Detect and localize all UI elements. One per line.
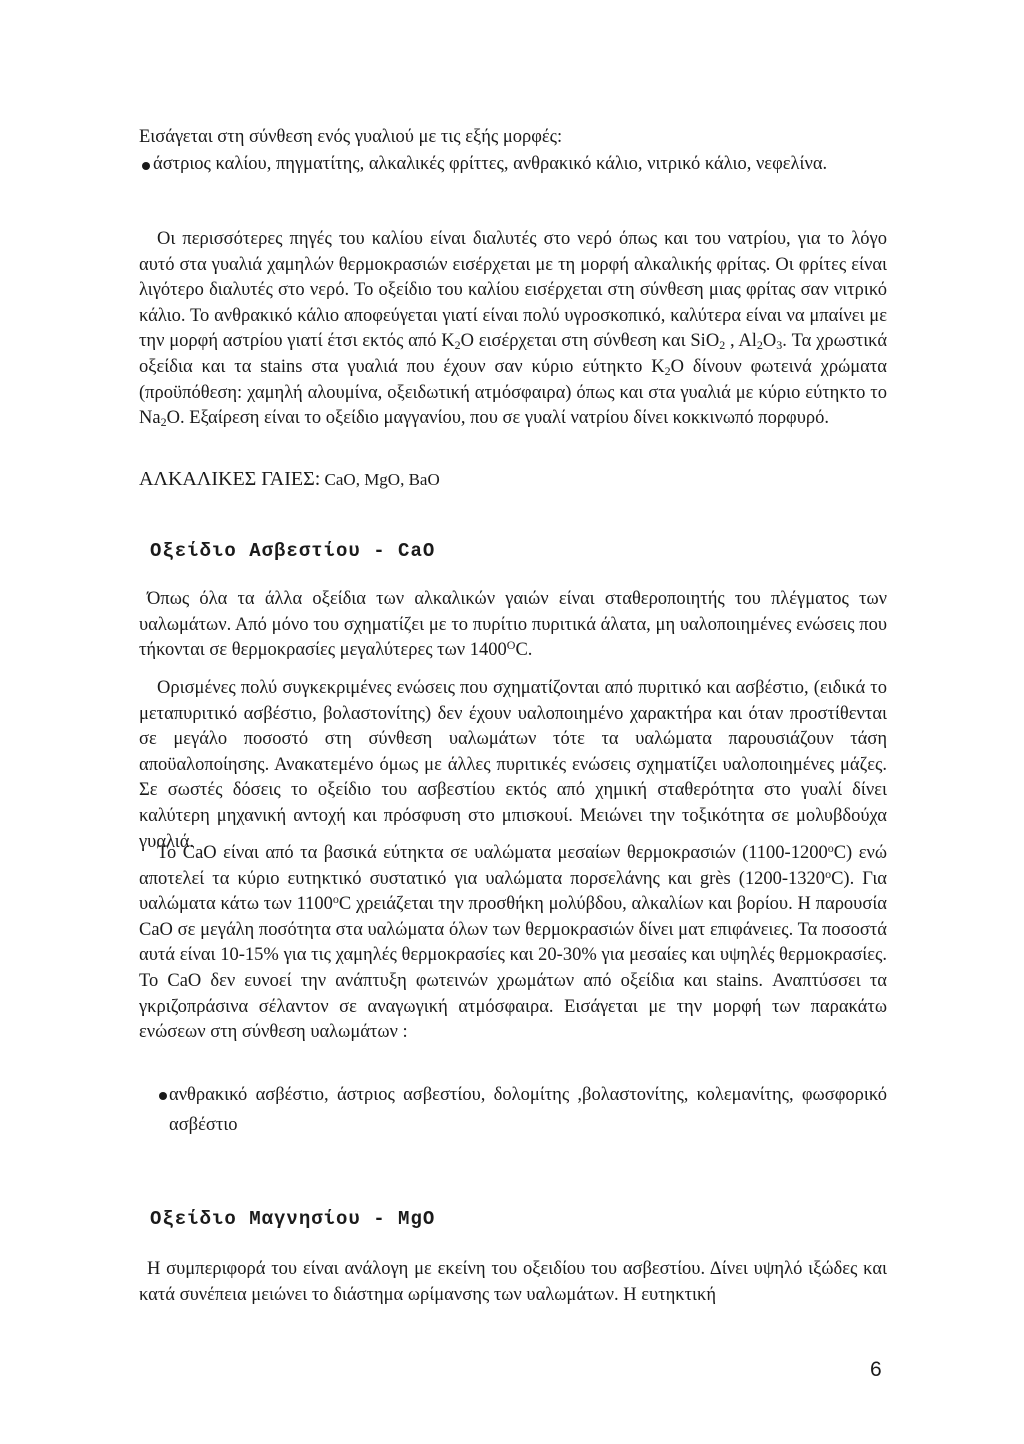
cao-paragraph-1 [139, 587, 887, 664]
mgo-text: Η συμπεριφορά του είναι ανάλογη με εκείνη του οξειδίου του ασβεστίου. Δίνει υψηλό ιξώδες και κατά συνέπεια μειώνει το διάστημα ωρίμανσης των υαλωμάτων. Η ευτηκτική [139, 1259, 887, 1305]
cao-paragraph-2: Ορισμένες πολύ συγκεκριμένες ενώσεις που σχηματίζονται από πυριτικό και ασβέστιο, (ειδικά το μεταπυριτικό ασβέστιο, βολαστονίτης) δεν έχουν υαλοποιημένο χαρακτήρα και όταν προστίθενται σε μεγάλο ποσοστό στη σύνθεση υαλωμάτων τότε τα υαλώματα παρουσιάζουν τάση αποϋαλοποίησης. Ανακατεμένο όμως με άλλες πυριτικές ενώσεις σχηματίζει υαλοποιημένες μάζες. Σε σωστές δόσεις το οξείδιο του ασβεστίου εκτός από χημική σταθερότητα στο γυαλί δίνει καλύτερη μηχανική αντοχή και πρόσφυση στο μπισκουί. Μειώνει την τοξικότητα σε μολυβδούχα γυαλιά. [139, 678, 887, 852]
bullet-icon [142, 162, 150, 170]
cao-paragraph-3 [139, 841, 887, 1046]
cao-p3-text-d: C χρειάζεται την προσθήκη μολύβδου, αλκαλίων και βορίου. Η παρουσία CaO σε μεγάλη ποσότητα στα υαλώματα όλων των θερμοκρασιών δίνει ματ επιφάνειες. Τα ποσοστά αυτά είναι 10-15% για τις χαμηλές θερμοκρασίες και 20-30% για μεσαίες και υψηλές θερμοκρασίες. Το CaO δεν ευνοεί την ανάπτυξη φωτεινών χρωμάτων από οξείδια και stains. Αναπτύσσει τα γκριζοπράσινα σέλαντον σε αναγωγική ατμόσφαιρα. Εισάγεται με την μορφή των παρακάτω ενώσεων στη σύνθεση υαλωμάτων : [139, 894, 887, 1043]
cao-p3-text-b: C) ενώ αποτελεί τα κύριο ευτηκτικό συστατικό για υαλώματα πορσελάνης και grès (1200-1320 [139, 843, 888, 889]
potassium-text-3: , Al [725, 331, 757, 352]
potassium-text-5: O δίνουν φωτεινά χρώματα (προϋπόθεση: χαμηλή αλουμίνα, οξειδωτική ατμόσφαιρα) όπως και στα γυαλιά με κύριο εύτηκτο το Na [139, 356, 887, 429]
cao-p3-text-a: Το CaO είναι από τα βασικά εύτηκτα σε υαλώματα μεσαίων θερμοκρασιών (1100-1200 [157, 843, 828, 863]
mgo-heading: Οξείδιο Μαγνησίου - MgO [150, 1208, 436, 1230]
potassium-text-1: Οι περισσότερες πηγές του καλίου είναι διαλυτές στο νερό όπως και του νατρίου, για το λόγο αυτό στα γυαλιά χαμηλών θερμοκρασιών εισέρχεται με τη μορφή αλκαλικής φρίτας. Οι φρίτες είναι λιγότερο διαλυτές στο νερό. Το οξείδιο του καλίου εισέρχεται στη σύνθεση μιας φρίτας σαν νιτρικό κάλιο. Το ανθρακικό κάλιο αποφεύγεται γιατί είναι πολύ υγροσκοπικό, καλύτερα είναι να μπαίνει με την μορφή αστρίου γιατί έτσι εκτός από K [139, 229, 887, 352]
cao-bullet-text: ανθρακικό ασβέστιο, άστριος ασβεστίου, δολομίτης ,βολαστονίτης, κολεμανίτης, φωσφορικό ασβέστιο [169, 1085, 887, 1135]
degree-sup: o [825, 866, 832, 881]
cao-p3-text-c: C). Για υαλώματα κάτω των 1100 [139, 868, 887, 915]
cao-p1-end: C. [515, 640, 533, 661]
alkaline-heading-main: ΑΛΚΑΛΙΚΕΣ ΓΑΙΕΣ: [139, 468, 321, 490]
intro-bullet-text: άστριος καλίου, πηγματίτης, αλκαλικές φρίττες, ανθρακικό κάλιο, νιτρικό κάλιο, νεφελίνα. [153, 154, 828, 174]
sub-2: 2 [160, 415, 167, 430]
bullet-icon [159, 1092, 167, 1100]
cao-p1-text: Όπως όλα τα άλλα οξείδια των αλκαλικών γαιών είναι σταθεροποιητής του πλέγματος των υαλωμάτων. Από μόνο του σχηματίζει με το πυρίτιο πυριτικά άλατα, μη υαλοποιημένες ενώσεις που τήκονται σε θερμοκρασίες μεγαλύτερες των 1400 [139, 589, 887, 661]
potassium-text-4: . Τα χρωστικά οξείδια και τα stains στα γυαλιά που έχουν σαν κύριο εύτηκτο K [139, 331, 888, 377]
sub-2: 2 [719, 338, 726, 353]
cao-bullet [139, 1080, 887, 1140]
sub-2: 2 [664, 363, 671, 378]
sub-2: 2 [454, 338, 461, 353]
intro-bullet [139, 152, 887, 178]
alkaline-earths-heading [139, 466, 440, 493]
mgo-paragraph [139, 1257, 887, 1308]
potassium-paragraph [139, 227, 887, 432]
sub-2: 2 [756, 338, 763, 353]
intro-line [139, 125, 887, 151]
intro-text: Εισάγεται στη σύνθεση ενός γυαλιού με τις εξής μορφές: [139, 127, 563, 147]
potassium-text-2: O εισέρχεται στη σύνθεση και SiO [460, 331, 720, 352]
degree-sup: O [506, 638, 516, 653]
page-number: 6 [870, 1358, 882, 1381]
degree-sup: o [332, 892, 339, 907]
potassium-text-3b: O [762, 331, 777, 352]
potassium-text-6: O. Εξαίρεση είναι το οξείδιο μαγγανίου, που σε γυαλί νατρίου δίνει κοκκινωπό πορφυρό. [166, 408, 829, 429]
alkaline-heading-formulas: CaO, MgO, BaO [320, 470, 440, 489]
sub-3: 3 [776, 338, 783, 353]
cao-heading: Οξείδιο Ασβεστίου - CaO [150, 540, 436, 562]
degree-sup: o [827, 841, 834, 855]
